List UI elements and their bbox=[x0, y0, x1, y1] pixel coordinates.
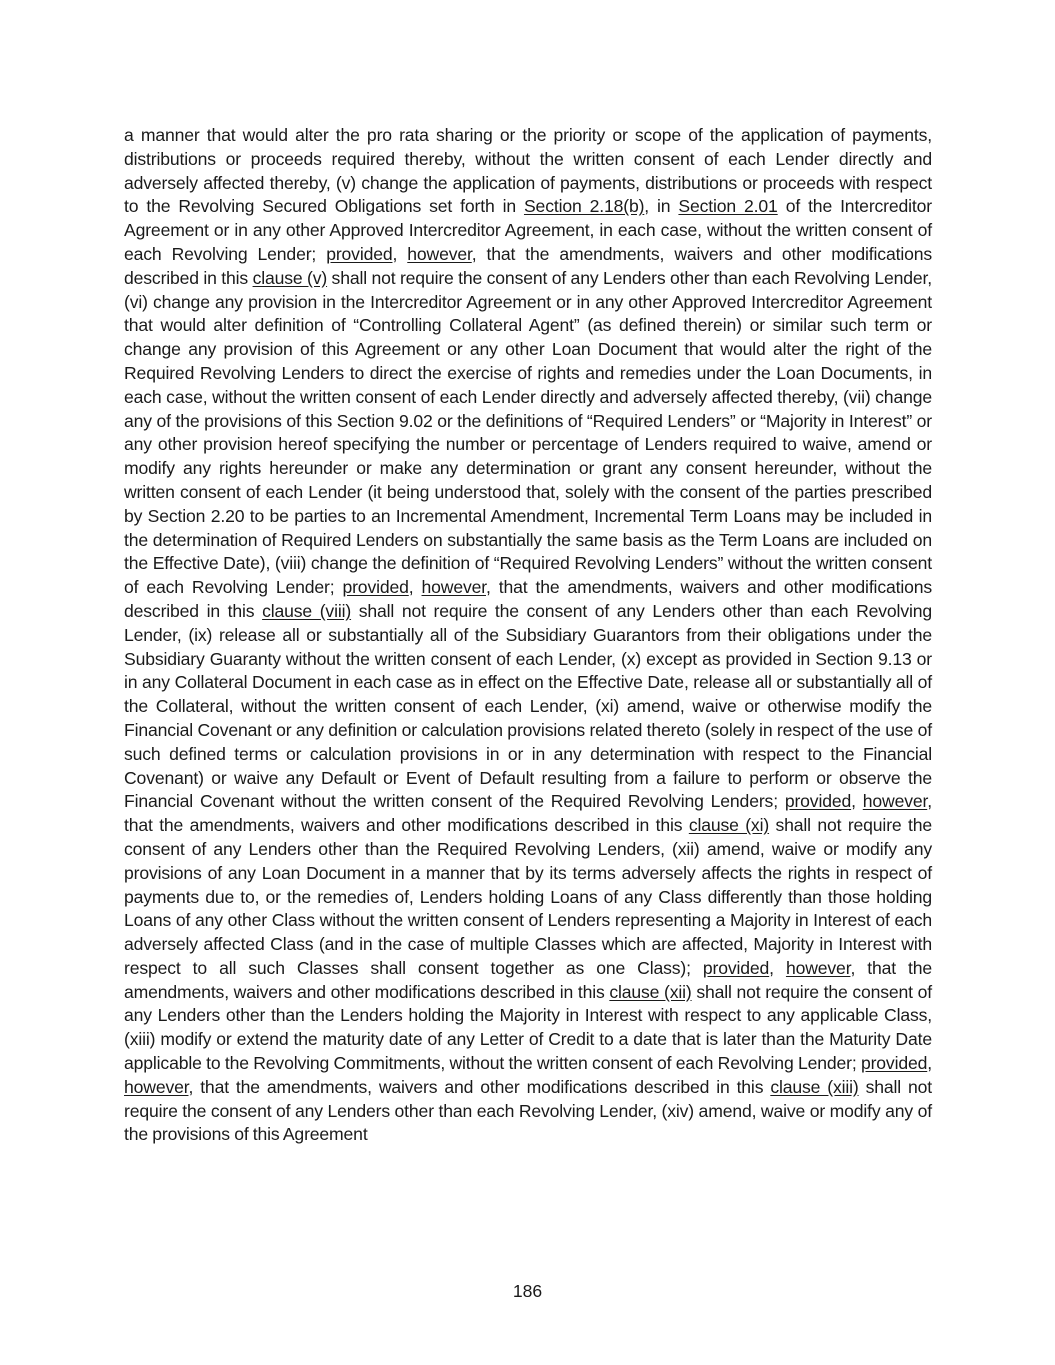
paragraph-text: , in bbox=[644, 196, 679, 217]
paragraph-text: , that the amendments, waivers and other modifications described in this bbox=[188, 1076, 771, 1097]
underlined-reference: clause (viii) bbox=[262, 600, 352, 621]
paragraph-text: a manner that would alter the pro rata sharing or the priority or scope of the application of payments, distributions or proceeds required thereby, without the written consent of each Lender directly and adversely affected thereby, (v) change the application of payments, distributions or proceeds with respect to the Revolving Secured Obligations set forth in bbox=[124, 125, 932, 217]
paragraph-text: shall not require the consent of any Lenders other than each Revolving Lender, (ix) release all or substantially all of the Subsidiary Guarantors from their obligations under the Subsidiary Guaranty without the written consent of each Lender, (x) except as provided in Section 9.13 or in any Collateral Document in each case as in effect on the Effective Date, release all or substantially all of the Collateral, without the written consent of each Lender, (xi) amend, waive or otherwise modify the Financial Covenant or any definition or calculation provisions related thereto (solely in respect of the use of such defined terms or calculation provisions in or in any determination with respect to the Financial Covenant) or waive any Default or Event of Default resulting from a failure to perform or observe the Financial Covenant without the written consent of the Required Revolving Lenders; bbox=[124, 600, 932, 812]
underlined-reference: however bbox=[785, 957, 851, 978]
paragraph-text: , bbox=[392, 243, 408, 264]
underlined-reference: clause (xii) bbox=[609, 981, 692, 1002]
paragraph-text: of the Intercreditor Agreement or in any other Approved Intercreditor Agreement, in each case, without the written consent of each Revolving Lender; bbox=[124, 196, 932, 264]
paragraph-text: shall not require the consent of any Lenders other than the Required Revolving Lenders, (xii) amend, waive or modify any provisions of any Loan Document in a manner that by its terms adversely affects the rights in respect of payments due to, or the remedies of, Lenders holding Loans of any Class differently than those holding Loans of any other Class without the written consent of Lenders representing a Majority in Interest of each adversely affected Class (and in the case of multiple Classes which are affected, Majority in Interest with respect to all such Classes shall consent together as one Class); bbox=[124, 815, 932, 978]
paragraph-text: , that the amendments, waivers and other modifications described in this bbox=[124, 243, 932, 288]
page-number: 186 bbox=[512, 1281, 543, 1301]
paragraph-text: , that the amendments, waivers and other modifications described in this bbox=[124, 577, 933, 621]
underlined-reference: clause (xi) bbox=[688, 815, 770, 836]
underlined-reference: clause (xiii) bbox=[770, 1076, 859, 1097]
underlined-reference: however bbox=[124, 1076, 189, 1097]
underlined-reference: provided bbox=[860, 1053, 928, 1074]
paragraph-text: , bbox=[927, 1053, 932, 1074]
underlined-reference: however bbox=[407, 243, 472, 264]
underlined-reference: provided bbox=[702, 957, 770, 978]
paragraph-text: , that the amendments, waivers and other modifications described in this bbox=[124, 791, 932, 836]
underlined-reference: however bbox=[862, 791, 928, 812]
underlined-reference: provided bbox=[342, 577, 409, 598]
underlined-reference: however bbox=[421, 577, 486, 598]
paragraph-text: , bbox=[851, 791, 863, 812]
paragraph-text: shall not require the consent of any Lenders other than each Revolving Lender, (vi) change any provision in the Intercreditor Agreement or in any other Approved Intercreditor Agreement that would alter definition of “Controlling Collateral Agent” (as defined therein) or similar such term or change any provision of this Agreement or any other Loan Document that would alter the right of the Required Revolving Lenders to direct the exercise of rights and remedies under the Loan Documents, in each case, without the written consent of each Lender directly and adversely affected thereby, (vii) change any of the provisions of this Section 9.02 or the definitions of “Required Lenders” or “Majority in Interest” or any other provision hereof specifying the number or percentage of Lenders required to waive, amend or modify any rights hereunder or make any determination or grant any consent hereunder, without the written consent of each Lender (it being understood that, solely with the consent of the parties prescribed by Section 2.20 to be parties to an Incremental Amendment, Incremental Term Loans may be included in the determination of Required Lenders on substantially the same basis as the Term Loans are included on the Effective Date), (viii) change the definition of “Required Revolving Lenders” without the written consent of each Revolving Lender; bbox=[124, 267, 932, 598]
underlined-reference: provided bbox=[326, 243, 393, 264]
underlined-reference: Section 2.01 bbox=[678, 196, 778, 217]
paragraph-text: , bbox=[408, 577, 422, 598]
underlined-reference: clause (v) bbox=[252, 267, 328, 288]
paragraph-text: , bbox=[769, 957, 786, 978]
paragraph-text: shall not require the consent of any Lenders other than the Lenders holding the Majority in Interest with respect to any applicable Class, (xiii) modify or extend the maturity date of any Letter of Credit to a date that is later than the Maturity Date applicable to the Revolving Commitments, without the written consent of each Revolving Lender; bbox=[124, 981, 933, 1074]
paragraph-text: shall not require the consent of any Lenders other than each Revolving Lender, (xiv) amend, waive or modify any of the provisions of this Agreement bbox=[124, 1076, 933, 1145]
body-paragraph bbox=[124, 124, 932, 1147]
paragraph-text: , that the amendments, waivers and other modifications described in this bbox=[124, 957, 932, 1002]
underlined-reference: provided bbox=[784, 791, 852, 812]
underlined-reference: Section 2.18(b) bbox=[523, 196, 645, 217]
